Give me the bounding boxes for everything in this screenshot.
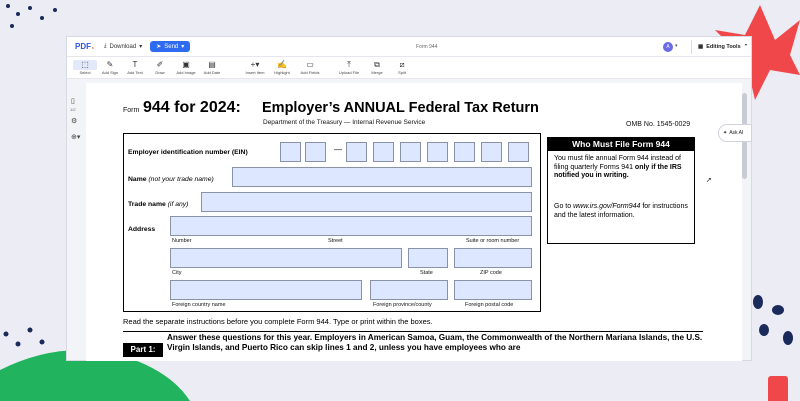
- tool-bar: [67, 57, 752, 79]
- part1-badge: Part 1:: [123, 343, 163, 357]
- wmf-instructions: for instructions and the latest information.: [554, 203, 688, 219]
- ein-dash: —: [334, 145, 342, 154]
- tool-label: Add Text: [127, 70, 143, 75]
- trade-name-input[interactable]: [201, 192, 532, 212]
- read-instructions-text: Read the separate instructions before you complete Form 944. Type or print within the boxes.: [123, 317, 433, 326]
- logo-text: PDF: [75, 42, 91, 51]
- sub-city: City: [172, 270, 182, 276]
- trade-hint: (if any): [167, 201, 189, 208]
- tool-split[interactable]: [390, 60, 414, 75]
- sub-foreign-country: Foreign country name: [172, 302, 226, 308]
- ein-digit-3[interactable]: [346, 142, 367, 162]
- tool-label: Add Sign: [101, 70, 119, 75]
- state-input[interactable]: [408, 248, 448, 268]
- decor-red-corner-icon: [768, 376, 788, 401]
- document-title: Form 944: [416, 44, 438, 50]
- page-indicator: 1/2: [70, 107, 76, 112]
- ein-digit-4[interactable]: [373, 142, 394, 162]
- form-title: Employer’s ANNUAL Federal Tax Return: [262, 100, 539, 116]
- name-hint: (not your trade name): [148, 176, 214, 183]
- wmf-text-b: only if the IRS notified you in writing.: [554, 163, 682, 179]
- wmf-text-a: You must file annual Form 944 instead of filing quarterly Forms 941: [554, 155, 681, 171]
- tool-label: Split: [398, 70, 406, 75]
- tool-label: Draw: [155, 70, 165, 75]
- tool-label: Merge: [371, 70, 383, 75]
- tool-label: Add Fields: [300, 70, 320, 75]
- name-input[interactable]: [232, 167, 532, 187]
- calendar-icon: ▤: [208, 60, 216, 69]
- address-label: Address: [128, 226, 156, 233]
- who-must-file-heading: Who Must File Form 944: [548, 138, 694, 151]
- tool-label: Add Image: [176, 70, 196, 75]
- foreign-province-input[interactable]: [370, 280, 448, 300]
- who-must-file-link-text: [554, 203, 690, 220]
- ein-label: Employer identification number (EIN): [128, 149, 248, 156]
- ein-digit-6[interactable]: [427, 142, 448, 162]
- image-icon: ▣: [182, 60, 190, 69]
- form-944-content: [86, 83, 742, 361]
- tool-add-text[interactable]: [123, 60, 147, 75]
- wmf-go-to: Go to: [554, 203, 574, 210]
- sub-suite: Suite or room number: [466, 238, 520, 244]
- who-must-file-box: [547, 137, 695, 244]
- employer-info-box: [123, 133, 541, 312]
- decor-navy-spots: [748, 290, 800, 360]
- part-divider: [123, 331, 703, 332]
- text-icon: T: [132, 60, 138, 69]
- pages-icon[interactable]: ▯: [71, 98, 75, 105]
- ein-digit-2[interactable]: [305, 142, 326, 162]
- sub-number: Number: [172, 238, 192, 244]
- download-label: Download: [109, 43, 137, 50]
- zip-input[interactable]: [454, 248, 532, 268]
- zoom-icon[interactable]: ⊕▾: [71, 134, 81, 141]
- merge-icon: ⧉: [374, 60, 380, 69]
- pen-icon: ✐: [156, 60, 164, 69]
- chevron-down-icon[interactable]: ▾: [675, 43, 678, 49]
- trade-name-label: [128, 201, 188, 208]
- tool-label: Highlight: [274, 70, 290, 75]
- tool-label: Upload File: [338, 70, 360, 75]
- department-line: Department of the Treasury — Internal Revenue Service: [263, 119, 426, 126]
- gear-icon[interactable]: ⚙: [71, 118, 78, 125]
- tool-label: Insert Item: [245, 70, 265, 75]
- chevron-up-icon: ⌃: [743, 44, 749, 50]
- ein-digit-7[interactable]: [454, 142, 475, 162]
- foreign-postal-input[interactable]: [454, 280, 532, 300]
- tool-add-fields[interactable]: [298, 60, 322, 75]
- ein-digit-1[interactable]: [280, 142, 301, 162]
- send-button[interactable]: [150, 41, 190, 52]
- tool-add-date[interactable]: [200, 60, 224, 75]
- ein-digit-5[interactable]: [400, 142, 421, 162]
- tool-label: Select: [79, 70, 91, 75]
- ein-digit-8[interactable]: [481, 142, 502, 162]
- ask-ai-button[interactable]: [718, 124, 752, 142]
- ein-digit-9[interactable]: [508, 142, 529, 162]
- sub-street: Street: [328, 238, 343, 244]
- signature-icon: ✎: [106, 60, 114, 69]
- name-label-text: Name: [128, 176, 147, 183]
- tool-select[interactable]: [73, 60, 97, 75]
- tool-upload-file[interactable]: [337, 60, 361, 75]
- mouse-cursor-icon: ➚: [706, 177, 712, 184]
- irs-link[interactable]: www.irs.gov/Form944: [573, 203, 641, 210]
- foreign-country-input[interactable]: [170, 280, 362, 300]
- tool-highlight[interactable]: [270, 60, 294, 75]
- sub-foreign-postal: Foreign postal code: [465, 302, 514, 308]
- form-number: 944 for 2024:: [143, 99, 241, 116]
- highlight-icon: ✍: [277, 60, 287, 69]
- form-label: Form: [123, 107, 140, 114]
- cursor-icon: ⬚: [73, 60, 97, 70]
- tool-insert-item[interactable]: [243, 60, 267, 75]
- editing-tools-label: Editing Tools: [706, 44, 741, 50]
- sub-zip: ZIP code: [480, 270, 502, 276]
- tool-draw[interactable]: [148, 60, 172, 75]
- chevron-down-icon: ▾: [139, 44, 143, 50]
- plus-icon: +▾: [250, 60, 260, 69]
- editing-tools-menu[interactable]: [691, 40, 748, 54]
- name-label: [128, 176, 214, 183]
- chevron-down-icon: ▾: [181, 44, 185, 50]
- city-input[interactable]: [170, 248, 402, 268]
- logo-sub: fi: [92, 46, 94, 50]
- send-label: Send: [164, 43, 179, 50]
- tool-label: Add Date: [203, 70, 221, 75]
- sub-state: State: [420, 270, 433, 276]
- ai-sparkle-icon: ✦: [723, 130, 728, 136]
- upload-icon: ⤒: [347, 60, 351, 69]
- part1-instructions: Answer these questions for this year. Employers in American Samoa, Guam, the Commonwealth of the Northern Mariana Islands, the U.S. Virgin Islands, and Puerto Rico can skip lines 1 and 2, unless you have employees who are: [167, 333, 703, 352]
- download-menu[interactable]: [104, 43, 142, 50]
- omb-number: OMB No. 1545-0029: [626, 121, 691, 128]
- tool-add-sign[interactable]: [98, 60, 122, 75]
- fields-icon: ▭: [306, 60, 314, 69]
- app-logo[interactable]: [75, 42, 94, 51]
- address-street-input[interactable]: [170, 216, 532, 236]
- send-icon: ➤: [156, 44, 162, 50]
- split-icon: ⧄: [399, 60, 405, 69]
- grid-icon: ▦: [698, 44, 704, 50]
- who-must-file-text: [554, 155, 690, 181]
- tool-add-image[interactable]: [174, 60, 198, 75]
- download-icon: ⤓: [103, 43, 107, 49]
- trade-label-text: Trade name: [128, 201, 166, 208]
- decor-navy-dots: [0, 0, 70, 40]
- avatar[interactable]: A: [663, 42, 673, 52]
- top-bar: [67, 37, 752, 57]
- tool-merge[interactable]: [365, 60, 389, 75]
- ask-ai-label: Ask AI: [729, 130, 744, 136]
- sub-foreign-province: Foreign province/county: [373, 302, 432, 308]
